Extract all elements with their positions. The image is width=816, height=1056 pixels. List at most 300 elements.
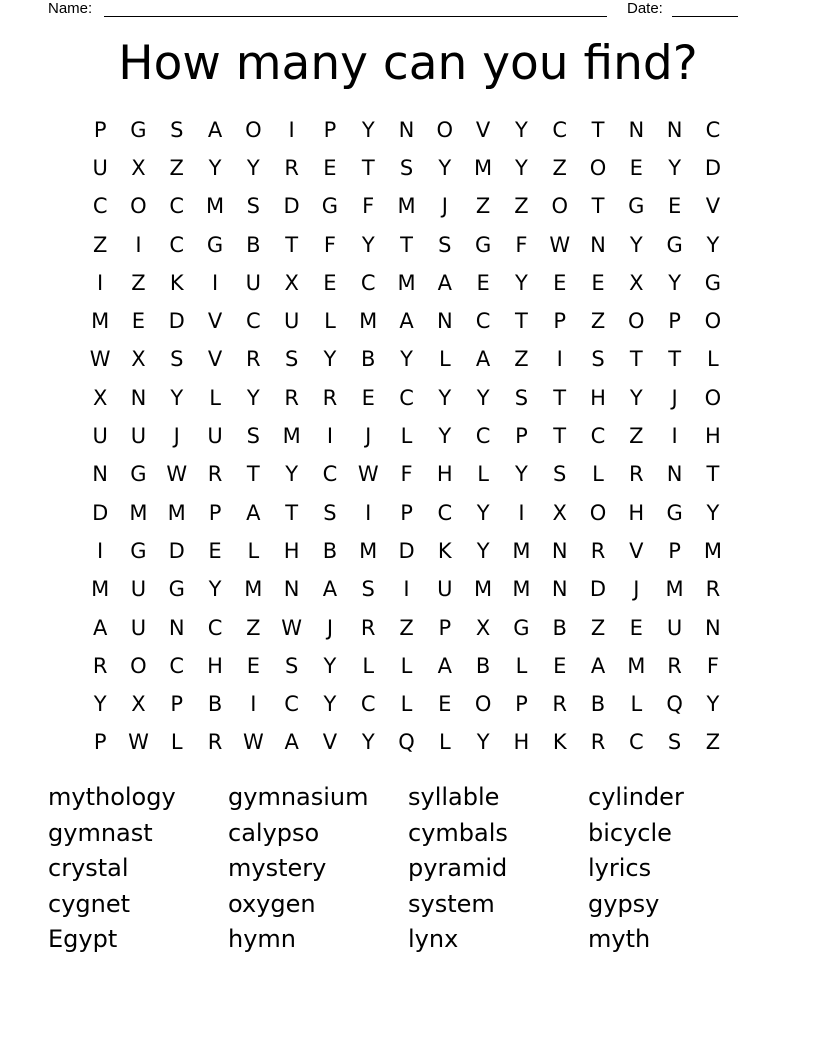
grid-letter[interactable]: J [671, 385, 678, 410]
grid-letter[interactable]: Y [515, 155, 528, 180]
grid-letter[interactable]: L [515, 653, 528, 678]
grid-letter[interactable]: L [438, 347, 451, 372]
grid-letter[interactable]: E [208, 538, 222, 563]
grid-letter[interactable]: N [666, 117, 683, 142]
grid-letter[interactable]: L [707, 347, 719, 372]
grid-letter[interactable]: Y [438, 424, 452, 449]
grid-letter[interactable]: C [169, 653, 185, 678]
grid-letter[interactable]: S [170, 117, 184, 142]
grid-letter[interactable]: O [704, 385, 722, 410]
grid-letter[interactable]: U [245, 270, 262, 295]
grid-letter[interactable]: G [704, 270, 722, 295]
grid-letter[interactable]: V [207, 347, 223, 372]
grid-letter[interactable]: C [169, 194, 185, 219]
grid-letter[interactable]: K [437, 538, 452, 563]
grid-letter[interactable]: N [130, 385, 147, 410]
grid-letter[interactable]: Z [705, 730, 721, 755]
grid-letter[interactable]: Y [706, 692, 720, 717]
grid-letter[interactable]: T [591, 194, 605, 219]
name-label: Name: [48, 0, 93, 17]
grid-letter[interactable]: X [475, 615, 491, 640]
grid-letter[interactable]: R [207, 462, 223, 487]
grid-letter[interactable]: Z [514, 347, 529, 372]
grid-letter[interactable]: V [475, 117, 491, 142]
grid-letter[interactable]: L [438, 730, 451, 755]
name-blank-line[interactable] [104, 0, 607, 17]
grid-letter[interactable]: M [129, 500, 148, 525]
grid-letter[interactable]: Z [475, 194, 491, 219]
grid-letter[interactable]: W [357, 462, 379, 487]
grid-letter[interactable]: J [633, 577, 640, 602]
grid-letter[interactable]: C [705, 117, 721, 142]
grid-letter[interactable]: P [668, 538, 681, 563]
grid-letter[interactable]: M [244, 577, 263, 602]
grid-letter[interactable]: B [590, 692, 606, 717]
grid-letter[interactable]: E [323, 155, 337, 180]
grid-letter[interactable]: U [130, 577, 147, 602]
grid-letter[interactable]: L [324, 309, 336, 334]
grid-letter[interactable]: Y [361, 730, 375, 755]
grid-letter[interactable]: N [283, 577, 300, 602]
grid-letter[interactable]: E [553, 270, 567, 295]
grid-letter[interactable]: U [666, 615, 683, 640]
grid-letter[interactable]: C [399, 385, 414, 410]
grid-letter[interactable]: Y [476, 385, 490, 410]
grid-letter[interactable]: O [436, 117, 454, 142]
grid-letter[interactable]: J [173, 424, 180, 449]
grid-letter[interactable]: K [552, 730, 567, 755]
grid-letter[interactable]: L [400, 692, 413, 717]
grid-letter[interactable]: V [207, 309, 223, 334]
date-blank-line[interactable] [672, 0, 738, 17]
grid-letter[interactable]: A [437, 653, 452, 678]
grid-letter[interactable]: O [628, 309, 645, 334]
grid-letter[interactable]: G [513, 615, 530, 640]
word-bank-item: gymnast [48, 818, 153, 847]
grid-letter[interactable]: Y [361, 117, 375, 142]
grid-letter[interactable]: Y [629, 232, 643, 257]
grid-letter[interactable]: A [590, 653, 606, 678]
grid-letter[interactable]: F [362, 194, 375, 219]
grid-letter[interactable]: M [167, 500, 186, 525]
grid-letter[interactable]: W [242, 730, 264, 755]
grid-letter[interactable]: X [552, 500, 567, 525]
grid-letter[interactable]: C [246, 309, 261, 334]
grid-letter[interactable]: G [628, 194, 645, 219]
grid-letter[interactable]: E [629, 615, 643, 640]
grid-letter[interactable]: K [169, 270, 184, 295]
grid-letter[interactable]: Y [438, 155, 452, 180]
grid-letter[interactable]: J [326, 615, 334, 640]
grid-letter[interactable]: E [629, 155, 643, 180]
grid-letter[interactable]: G [130, 538, 147, 563]
grid-letter[interactable]: G [474, 232, 492, 257]
grid-letter[interactable]: A [322, 577, 338, 602]
grid-letter[interactable]: Y [706, 500, 720, 525]
grid-letter[interactable]: C [169, 232, 185, 257]
grid-letter[interactable]: H [705, 424, 721, 449]
grid-letter[interactable]: L [362, 653, 375, 678]
grid-letter[interactable]: B [207, 692, 223, 717]
word-bank-item: syllable [408, 783, 500, 811]
grid-letter[interactable]: X [131, 692, 146, 717]
grid-letter[interactable]: M [397, 270, 416, 295]
grid-letter[interactable]: Y [629, 385, 643, 410]
grid-letter[interactable]: N [168, 615, 185, 640]
grid-letter[interactable]: P [93, 730, 107, 755]
grid-letter[interactable]: O [130, 194, 147, 219]
grid-letter[interactable]: L [630, 692, 643, 717]
grid-letter[interactable]: C [590, 424, 606, 449]
grid-letter[interactable]: N [628, 117, 645, 142]
grid-letter[interactable]: Y [476, 730, 490, 755]
grid-letter[interactable]: R [552, 692, 567, 717]
grid-letter[interactable]: T [553, 385, 567, 410]
grid-letter[interactable]: B [246, 232, 261, 257]
grid-letter[interactable]: W [89, 347, 111, 372]
grid-letter[interactable]: I [288, 117, 295, 142]
grid-letter[interactable]: M [359, 309, 378, 334]
grid-letter[interactable]: S [361, 577, 375, 602]
grid-letter[interactable]: S [591, 347, 605, 372]
grid-letter[interactable]: R [246, 347, 261, 372]
grid-letter[interactable]: V [322, 730, 338, 755]
grid-letter[interactable]: Y [668, 155, 682, 180]
grid-letter[interactable]: R [667, 653, 682, 678]
grid-letter[interactable]: N [92, 462, 108, 487]
grid-letter[interactable]: D [168, 309, 185, 334]
grid-letter[interactable]: U [130, 424, 147, 449]
grid-letter[interactable]: N [436, 309, 453, 334]
grid-letter[interactable]: O [245, 117, 262, 142]
word-bank-item: cymbals [408, 818, 508, 847]
grid-letter[interactable]: B [361, 347, 376, 372]
grid-letter[interactable]: M [205, 194, 225, 219]
grid-letter[interactable]: X [92, 385, 108, 410]
grid-letter[interactable]: D [589, 577, 607, 602]
grid-letter[interactable]: M [512, 577, 531, 602]
grid-letter[interactable]: Y [208, 577, 222, 602]
grid-letter[interactable]: Y [476, 538, 490, 563]
word-bank-item: system [408, 889, 495, 918]
grid-letter[interactable]: A [92, 615, 108, 640]
grid-letter[interactable]: R [360, 615, 376, 640]
grid-letter[interactable]: Y [668, 270, 682, 295]
grid-letter[interactable]: M [665, 577, 684, 602]
grid-letter[interactable]: P [323, 117, 337, 142]
grid-letter[interactable]: N [705, 615, 721, 640]
grid-letter[interactable]: Z [169, 155, 184, 180]
grid-letter[interactable]: H [283, 538, 300, 563]
grid-letter[interactable]: H [513, 730, 530, 755]
grid-letter[interactable]: I [135, 232, 142, 257]
grid-letter[interactable]: G [130, 462, 147, 487]
grid-letter[interactable]: B [322, 538, 338, 563]
grid-letter[interactable]: H [207, 653, 223, 678]
grid-letter[interactable]: Z [590, 309, 606, 334]
grid-letter[interactable]: R [629, 462, 644, 487]
grid-letter[interactable]: O [474, 692, 492, 717]
grid-letter[interactable]: M [91, 309, 110, 334]
grid-letter[interactable]: D [704, 155, 721, 180]
grid-letter[interactable]: Y [246, 385, 260, 410]
grid-letter[interactable]: R [207, 730, 223, 755]
grid-letter[interactable]: P [668, 309, 681, 334]
grid-letter[interactable]: L [592, 462, 604, 487]
grid-letter[interactable]: R [590, 730, 606, 755]
grid-letter[interactable]: U [207, 424, 223, 449]
grid-letter[interactable]: B [552, 615, 567, 640]
grid-letter[interactable]: R [284, 155, 299, 180]
grid-letter[interactable]: E [438, 692, 452, 717]
grid-letter[interactable]: S [514, 385, 529, 410]
grid-letter[interactable]: X [131, 155, 146, 180]
grid-letter[interactable]: C [284, 692, 299, 717]
grid-letter[interactable]: C [628, 730, 644, 755]
grid-letter[interactable]: M [703, 538, 722, 563]
grid-letter[interactable]: E [553, 653, 567, 678]
grid-letter[interactable]: E [667, 194, 682, 219]
grid-letter[interactable]: P [553, 309, 567, 334]
grid-letter[interactable]: S [399, 155, 414, 180]
grid-letter[interactable]: R [92, 653, 108, 678]
grid-letter[interactable]: O [589, 155, 607, 180]
grid-letter[interactable]: H [590, 385, 606, 410]
grid-letter[interactable]: C [360, 692, 376, 717]
grid-letter[interactable]: P [400, 500, 413, 525]
grid-letter[interactable]: Y [93, 692, 107, 717]
grid-letter[interactable]: I [211, 270, 219, 295]
grid-letter[interactable]: O [130, 653, 147, 678]
grid-letter[interactable]: I [250, 692, 257, 717]
grid-letter[interactable]: D [398, 538, 415, 563]
grid-letter[interactable]: Q [398, 730, 415, 755]
grid-letter[interactable]: C [360, 270, 376, 295]
grid-letter[interactable]: F [706, 653, 719, 678]
grid-letter[interactable]: M [91, 577, 110, 602]
grid-letter[interactable]: R [322, 385, 338, 410]
grid-letter[interactable]: I [556, 347, 563, 372]
grid-letter[interactable]: T [629, 347, 643, 372]
grid-letter[interactable]: L [400, 653, 413, 678]
grid-letter[interactable]: Y [285, 462, 299, 487]
grid-letter[interactable]: I [518, 500, 525, 525]
grid-letter[interactable]: Z [131, 270, 146, 295]
grid-letter[interactable]: L [170, 730, 183, 755]
grid-letter[interactable]: O [704, 309, 722, 334]
grid-letter[interactable]: N [666, 462, 683, 487]
grid-letter[interactable]: D [168, 538, 185, 563]
grid-letter[interactable]: E [131, 309, 146, 334]
grid-letter[interactable]: A [399, 309, 414, 334]
grid-letter[interactable]: J [441, 194, 448, 219]
grid-letter[interactable]: V [705, 194, 721, 219]
grid-letter[interactable]: S [284, 653, 299, 678]
grid-letter[interactable]: P [515, 692, 528, 717]
grid-letter[interactable]: S [323, 500, 337, 525]
grid-letter[interactable]: C [207, 615, 223, 640]
grid-letter[interactable]: M [282, 424, 301, 449]
grid-letter[interactable]: N [551, 538, 568, 563]
grid-letter[interactable]: T [553, 424, 567, 449]
grid-letter[interactable]: I [326, 424, 334, 449]
grid-letter[interactable]: R [705, 577, 721, 602]
grid-letter[interactable]: Y [515, 462, 528, 487]
grid-letter[interactable]: G [168, 577, 185, 602]
grid-letter[interactable]: E [323, 270, 337, 295]
grid-letter[interactable]: E [476, 270, 490, 295]
grid-letter[interactable]: C [92, 194, 108, 219]
grid-letter[interactable]: P [515, 424, 528, 449]
grid-letter[interactable]: T [285, 232, 299, 257]
grid-letter[interactable]: Y [438, 385, 452, 410]
grid-letter[interactable]: O [551, 194, 568, 219]
grid-letter[interactable]: T [400, 232, 413, 257]
grid-letter[interactable]: Y [706, 232, 720, 257]
grid-letter[interactable]: I [97, 538, 104, 563]
grid-letter[interactable]: A [475, 347, 491, 372]
grid-letter[interactable]: S [553, 462, 567, 487]
grid-letter[interactable]: W [549, 232, 571, 257]
grid-letter[interactable]: S [667, 730, 682, 755]
grid-letter[interactable]: N [398, 117, 415, 142]
grid-letter[interactable]: T [361, 155, 375, 180]
word-bank-item: bicycle [588, 818, 672, 847]
grid-letter[interactable]: M [474, 577, 493, 602]
grid-letter[interactable]: C [552, 117, 568, 142]
grid-letter[interactable]: U [437, 577, 453, 602]
grid-letter[interactable]: L [209, 385, 221, 410]
grid-letter[interactable]: Y [515, 117, 528, 142]
grid-letter[interactable]: C [475, 309, 491, 334]
grid-letter[interactable]: U [130, 615, 147, 640]
grid-letter[interactable]: R [284, 385, 299, 410]
grid-letter[interactable]: Y [323, 347, 337, 372]
grid-letter[interactable]: X [131, 347, 146, 372]
grid-letter[interactable]: E [361, 385, 375, 410]
grid-letter[interactable]: F [323, 232, 336, 257]
grid-letter[interactable]: C [322, 462, 338, 487]
grid-letter[interactable]: A [284, 730, 299, 755]
grid-letter[interactable]: U [283, 309, 300, 334]
grid-letter[interactable]: U [92, 155, 108, 180]
grid-letter[interactable]: T [706, 462, 720, 487]
grid-letter[interactable]: E [591, 270, 605, 295]
grid-letter[interactable]: Q [666, 692, 683, 717]
word-bank-item: oxygen [228, 889, 316, 918]
grid-letter[interactable]: M [397, 194, 416, 219]
grid-letter[interactable]: Y [170, 385, 184, 410]
grid-letter[interactable]: Z [399, 615, 414, 640]
grid-letter[interactable]: S [246, 194, 260, 219]
grid-letter[interactable]: W [166, 462, 188, 487]
grid-letter[interactable]: Y [400, 347, 413, 372]
grid-letter[interactable]: Y [515, 270, 528, 295]
grid-letter[interactable]: A [207, 117, 223, 142]
grid-letter[interactable]: G [206, 232, 224, 257]
grid-letter[interactable]: Z [590, 615, 606, 640]
grid-letter[interactable]: Y [208, 155, 222, 180]
grid-letter[interactable]: D [283, 194, 300, 219]
grid-letter[interactable]: M [359, 538, 378, 563]
grid-letter[interactable]: A [246, 500, 261, 525]
grid-letter[interactable]: M [474, 155, 493, 180]
grid-letter[interactable]: P [208, 500, 222, 525]
grid-letter[interactable]: U [92, 424, 108, 449]
grid-letter[interactable]: I [97, 270, 104, 295]
grid-letter[interactable]: W [128, 730, 149, 755]
word-bank-item: crystal [48, 854, 129, 883]
grid-letter[interactable]: Y [323, 653, 337, 678]
grid-letter[interactable]: T [668, 347, 682, 372]
grid-letter[interactable]: M [627, 653, 646, 678]
grid-letter[interactable]: P [93, 117, 107, 142]
grid-letter[interactable]: G [666, 232, 683, 257]
grid-letter[interactable]: L [400, 424, 413, 449]
grid-letter[interactable]: I [671, 424, 678, 449]
grid-letter[interactable]: B [475, 653, 491, 678]
grid-letter[interactable]: Z [92, 232, 108, 257]
grid-letter[interactable]: V [629, 538, 644, 563]
grid-letter[interactable]: X [284, 270, 299, 295]
grid-letter[interactable]: P [170, 692, 184, 717]
grid-letter[interactable]: N [590, 232, 606, 257]
grid-letter[interactable]: L [477, 462, 489, 487]
grid-letter[interactable]: S [170, 347, 184, 372]
grid-letter[interactable]: S [246, 424, 260, 449]
grid-letter[interactable]: Y [476, 500, 490, 525]
grid-letter[interactable]: G [666, 500, 683, 525]
grid-letter[interactable]: S [284, 347, 299, 372]
grid-letter[interactable]: G [130, 117, 147, 142]
grid-letter[interactable]: Y [323, 692, 337, 717]
grid-letter[interactable]: W [281, 615, 303, 640]
grid-letter[interactable]: Z [514, 194, 529, 219]
grid-letter[interactable]: T [285, 500, 299, 525]
grid-letter[interactable]: X [629, 270, 644, 295]
grid-letter[interactable]: L [247, 538, 260, 563]
grid-letter[interactable]: R [590, 538, 606, 563]
grid-letter[interactable]: M [512, 538, 531, 563]
grid-letter[interactable]: T [591, 117, 605, 142]
grid-letter[interactable]: H [628, 500, 645, 525]
grid-letter[interactable]: T [246, 462, 260, 487]
grid-letter[interactable]: E [246, 653, 260, 678]
grid-letter[interactable]: S [438, 232, 452, 257]
grid-letter[interactable]: Z [552, 155, 567, 180]
grid-letter[interactable]: P [438, 615, 452, 640]
grid-letter[interactable]: J [365, 424, 372, 449]
grid-letter[interactable]: I [365, 500, 372, 525]
word-bank-item: mythology [48, 783, 176, 811]
grid-letter[interactable]: A [437, 270, 452, 295]
grid-letter[interactable]: I [403, 577, 410, 602]
grid-letter[interactable]: N [551, 577, 568, 602]
grid-letter[interactable]: Y [246, 155, 260, 180]
grid-letter[interactable]: C [475, 424, 491, 449]
grid-letter[interactable]: Y [361, 232, 375, 257]
grid-letter[interactable]: C [437, 500, 453, 525]
grid-letter[interactable]: D [92, 500, 109, 525]
grid-letter[interactable]: F [515, 232, 528, 257]
grid-letter[interactable]: T [515, 309, 528, 334]
grid-letter[interactable]: H [436, 462, 453, 487]
grid-letter[interactable]: F [400, 462, 413, 487]
grid-letter[interactable]: Z [246, 615, 261, 640]
grid-letter[interactable]: G [321, 194, 339, 219]
grid-letter[interactable]: O [589, 500, 607, 525]
grid-letter[interactable]: Z [629, 424, 644, 449]
